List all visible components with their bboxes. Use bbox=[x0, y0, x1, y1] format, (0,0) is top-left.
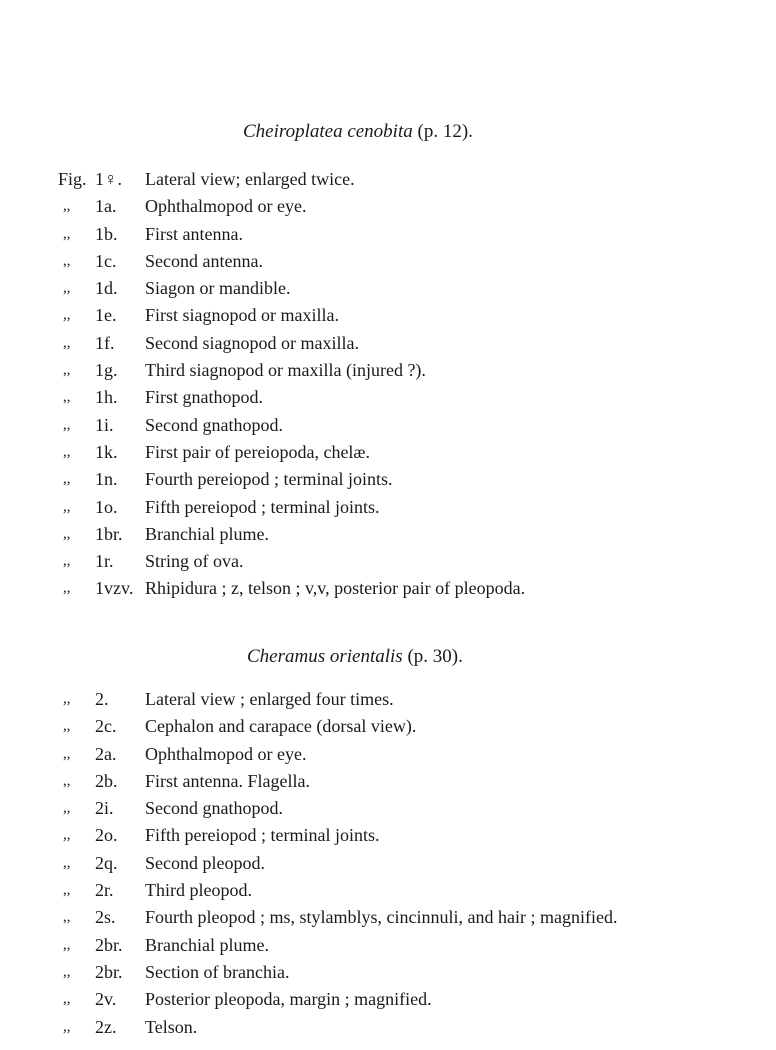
figure-prefix: ,, bbox=[63, 882, 71, 899]
figure-prefix: ,, bbox=[63, 525, 71, 542]
figure-entry bbox=[0, 466, 776, 493]
figure-prefix: ,, bbox=[63, 389, 71, 406]
section-genus: Cheramus orientalis bbox=[247, 646, 403, 667]
figure-entry bbox=[0, 575, 776, 602]
figure-description: Telson. bbox=[145, 1016, 198, 1037]
figure-number: 1e. bbox=[95, 305, 117, 326]
figure-prefix: ,, bbox=[63, 580, 71, 597]
figure-number: 1vzv. bbox=[95, 578, 134, 599]
figure-prefix: ,, bbox=[63, 745, 71, 762]
figure-description: Third siagnopod or maxilla (injured ?). bbox=[145, 360, 426, 381]
section-page-ref: (p. 12). bbox=[417, 121, 473, 142]
figure-description: Branchial plume. bbox=[145, 523, 269, 544]
figure-entry bbox=[0, 548, 776, 575]
plate-entries-cheramus bbox=[0, 686, 776, 1041]
figure-description: Lateral view; enlarged twice. bbox=[145, 169, 355, 189]
figure-number: 2. bbox=[95, 689, 109, 709]
figure-number: 1f. bbox=[95, 332, 115, 353]
figure-description: First antenna. bbox=[145, 223, 243, 244]
figure-prefix: ,, bbox=[63, 443, 71, 460]
figure-prefix: ,, bbox=[63, 198, 71, 215]
figure-number: 2br. bbox=[95, 961, 123, 982]
figure-entry bbox=[0, 521, 776, 548]
figure-entry bbox=[0, 904, 776, 931]
figure-prefix: ,, bbox=[63, 772, 71, 789]
figure-number: 2br. bbox=[95, 934, 123, 955]
figure-prefix: Fig. bbox=[58, 169, 87, 189]
figure-entry bbox=[0, 330, 776, 357]
figure-number: 1i. bbox=[95, 414, 114, 435]
figure-entry bbox=[0, 494, 776, 521]
figure-description: First siagnopod or maxilla. bbox=[145, 305, 339, 326]
figure-description: Posterior pleopoda, margin ; magnified. bbox=[145, 989, 432, 1010]
figure-prefix: ,, bbox=[63, 718, 71, 735]
figure-description: Rhipidura ; z, telson ; v,v, posterior pair of pleopoda. bbox=[145, 578, 526, 599]
figure-entry bbox=[0, 959, 776, 986]
figure-number: 2c. bbox=[95, 716, 117, 737]
figure-entry bbox=[0, 932, 776, 959]
figure-number: 1br. bbox=[95, 523, 123, 544]
figure-number: 2b. bbox=[95, 770, 118, 791]
figure-description: Third pleopod. bbox=[145, 880, 252, 901]
figure-entry bbox=[0, 302, 776, 329]
figure-number: 2v. bbox=[95, 989, 117, 1010]
figure-entry bbox=[0, 275, 776, 302]
figure-prefix: ,, bbox=[63, 471, 71, 488]
figure-entry bbox=[0, 822, 776, 849]
section-title-cheiroplatea bbox=[243, 121, 473, 143]
section-title-cheramus bbox=[247, 646, 463, 668]
figure-description: Cephalon and carapace (dorsal view). bbox=[145, 716, 417, 737]
figure-entry bbox=[0, 713, 776, 740]
figure-entry bbox=[0, 795, 776, 822]
figure-description: Siagon or mandible. bbox=[145, 278, 291, 299]
figure-entry bbox=[0, 850, 776, 877]
figure-prefix: ,, bbox=[63, 936, 71, 953]
figure-description: Second siagnopod or maxilla. bbox=[145, 332, 359, 353]
figure-entry bbox=[0, 768, 776, 795]
figure-number: 1♀. bbox=[95, 169, 122, 189]
figure-entry bbox=[0, 741, 776, 768]
figure-description: Fifth pereiopod ; terminal joints. bbox=[145, 825, 380, 846]
figure-entry bbox=[0, 439, 776, 466]
figure-description: First pair of pereiopoda, chelæ. bbox=[145, 441, 370, 462]
figure-number: 2z. bbox=[95, 1016, 117, 1037]
figure-description: Second gnathopod. bbox=[145, 798, 283, 819]
figure-description: Section of branchia. bbox=[145, 961, 290, 982]
figure-number: 2o. bbox=[95, 825, 118, 846]
figure-prefix: ,, bbox=[63, 498, 71, 515]
section-page-ref: (p. 30). bbox=[407, 646, 463, 667]
figure-number: 1o. bbox=[95, 496, 118, 517]
figure-entry bbox=[0, 384, 776, 411]
figure-entry bbox=[0, 686, 776, 713]
figure-number: 1c. bbox=[95, 250, 117, 271]
figure-entry bbox=[0, 193, 776, 220]
figure-prefix: ,, bbox=[63, 691, 71, 707]
figure-description: Second pleopod. bbox=[145, 852, 265, 873]
figure-number: 1a. bbox=[95, 196, 117, 217]
figure-description: First gnathopod. bbox=[145, 387, 264, 408]
figure-entry bbox=[0, 412, 776, 439]
figure-number: 1b. bbox=[95, 223, 118, 244]
section-genus: Cheiroplatea cenobita bbox=[243, 121, 413, 142]
figure-number: 2s. bbox=[95, 907, 116, 928]
figure-number: 1k. bbox=[95, 441, 118, 462]
figure-description: Ophthalmopod or eye. bbox=[145, 743, 307, 764]
figure-number: 2q. bbox=[95, 852, 118, 873]
figure-entry bbox=[0, 986, 776, 1013]
figure-number: 1r. bbox=[95, 551, 114, 572]
figure-description: Branchial plume. bbox=[145, 934, 269, 955]
figure-prefix: ,, bbox=[63, 800, 71, 817]
figure-description: Second gnathopod. bbox=[145, 414, 283, 435]
figure-number: 1g. bbox=[95, 360, 118, 381]
figure-prefix: ,, bbox=[63, 963, 71, 980]
figure-entry bbox=[0, 1014, 776, 1041]
figure-prefix: ,, bbox=[63, 416, 71, 433]
figure-description: Ophthalmopod or eye. bbox=[145, 196, 307, 217]
figure-prefix: ,, bbox=[63, 225, 71, 242]
figure-description: Lateral view ; enlarged four times. bbox=[145, 689, 394, 709]
figure-entry bbox=[0, 357, 776, 384]
figure-number: 1h. bbox=[95, 387, 118, 408]
plate-entries-cheiroplatea bbox=[0, 166, 776, 603]
figure-prefix: ,, bbox=[63, 909, 71, 926]
figure-number: 2r. bbox=[95, 880, 114, 901]
figure-prefix: ,, bbox=[63, 362, 71, 379]
figure-prefix: ,, bbox=[63, 280, 71, 297]
figure-description: String of ova. bbox=[145, 551, 244, 572]
figure-entry bbox=[0, 166, 776, 193]
figure-number: 2i. bbox=[95, 798, 114, 819]
figure-number: 1n. bbox=[95, 469, 118, 490]
figure-entry bbox=[0, 877, 776, 904]
figure-prefix: ,, bbox=[63, 854, 71, 871]
figure-description: Fifth pereiopod ; terminal joints. bbox=[145, 496, 380, 517]
figure-description: Fourth pereiopod ; terminal joints. bbox=[145, 469, 393, 490]
figure-prefix: ,, bbox=[63, 991, 71, 1008]
figure-prefix: ,, bbox=[63, 553, 71, 570]
figure-number: 1d. bbox=[95, 278, 118, 299]
figure-entry bbox=[0, 248, 776, 275]
figure-entry bbox=[0, 221, 776, 248]
figure-description: Second antenna. bbox=[145, 250, 263, 271]
figure-description: Fourth pleopod ; ms, stylamblys, cincinnuli, and hair ; magnified. bbox=[145, 907, 618, 928]
figure-description: First antenna. Flagella. bbox=[145, 770, 310, 791]
figure-prefix: ,, bbox=[63, 307, 71, 324]
figure-prefix: ,, bbox=[63, 252, 71, 269]
figure-number: 2a. bbox=[95, 743, 117, 764]
figure-prefix: ,, bbox=[63, 334, 71, 351]
figure-prefix: ,, bbox=[63, 1018, 71, 1035]
figure-prefix: ,, bbox=[63, 827, 71, 844]
